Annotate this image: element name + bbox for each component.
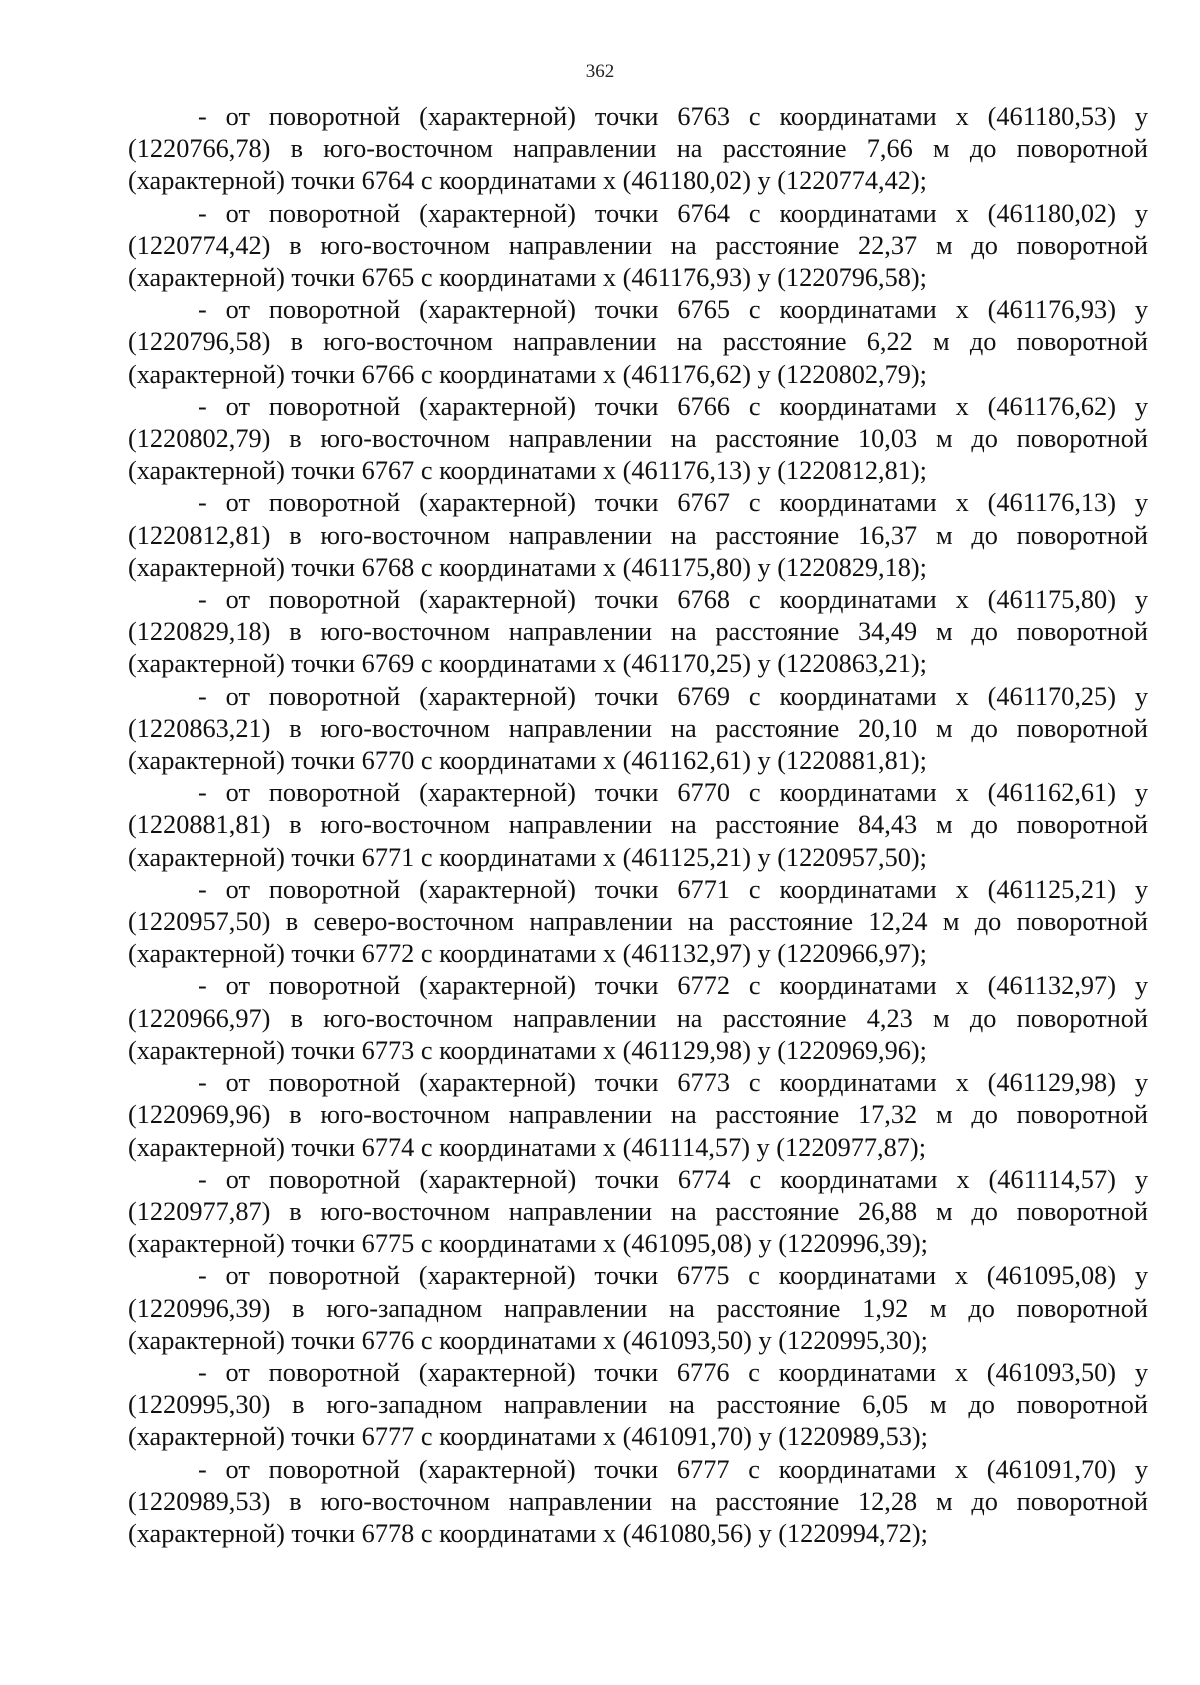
page-number: 362 [585,61,615,82]
boundary-paragraph: - от поворотной (характерной) точки 6773 с координатами x (461129,98) y (1220969,96) в юго-восточном направлении на расстояние 17,32 м до поворотной (характерной) точки 6774 с координатами x (461114,57) y (1220977,87); [128,1068,1148,1162]
boundary-paragraph: - от поворотной (характерной) точки 6771 с координатами x (461125,21) y (1220957,50) в северо-восточном направлении на расстояние 12,24 м до поворотной (характерной) точки 6772 с координатами x (461132,97) y (1220966,97); [128,874,1148,969]
boundary-paragraph: - от поворотной (характерной) точки 6777 с координатами x (461091,70) y (1220989,53) в юго-восточном направлении на расстояние 12,28 м до поворотной (характерной) точки 6778 с координатами x (461080,56) y (1220994,72); [128,1454,1148,1548]
boundary-paragraph: - от поворотной (характерной) точки 6765 с координатами x (461176,93) y (1220796,58) в юго-восточном направлении на расстояние 6,22 м до поворотной (характерной) точки 6766 с координатами x (461176,62) y (1220802,79); [128,295,1148,389]
boundary-paragraph: - от поворотной (характерной) точки 6772 с координатами x (461132,97) y (1220966,97) в юго-восточном направлении на расстояние 4,23 м до поворотной (характерной) точки 6773 с координатами x (461129,98) y (1220969,96); [128,971,1148,1065]
boundary-paragraph: - от поворотной (характерной) точки 6767 с координатами x (461176,13) y (1220812,81) в юго-восточном направлении на расстояние 16,37 м до поворотной (характерной) точки 6768 с координатами x (461175,80) y (1220829,18); [128,488,1148,582]
boundary-paragraph: - от поворотной (характерной) точки 6775 с координатами x (461095,08) y (1220996,39) в юго-западном направлении на расстояние 1,92 м до поворотной (характерной) точки 6776 с координатами x (461093,50) y (1220995,30); [128,1261,1148,1355]
boundary-paragraph: - от поворотной (характерной) точки 6766 с координатами x (461176,62) y (1220802,79) в юго-восточном направлении на расстояние 10,03 м до поворотной (характерной) точки 6767 с координатами x (461176,13) y (1220812,81); [128,391,1148,486]
boundary-paragraph: - от поворотной (характерной) точки 6763 с координатами x (461180,53) y (1220766,78) в юго-восточном направлении на расстояние 7,66 м до поворотной (характерной) точки 6764 с координатами x (461180,02) y (1220774,42); [128,102,1148,196]
boundary-paragraph: - от поворотной (характерной) точки 6768 с координатами x (461175,80) y (1220829,18) в юго-восточном направлении на расстояние 34,49 м до поворотной (характерной) точки 6769 с координатами x (461170,25) y (1220863,21); [128,585,1148,679]
boundary-paragraph: - от поворотной (характерной) точки 6770 с координатами x (461162,61) y (1220881,81) в юго-восточном направлении на расстояние 84,43 м до поворотной (характерной) точки 6771 с координатами x (461125,21) y (1220957,50); [128,778,1148,872]
boundary-paragraph: - от поворотной (характерной) точки 6774 с координатами x (461114,57) y (1220977,87) в юго-восточном направлении на расстояние 26,88 м до поворотной (характерной) точки 6775 с координатами x (461095,08) y (1220996,39); [128,1164,1148,1259]
document-body [128,101,1148,1550]
boundary-paragraph: - от поворотной (характерной) точки 6776 с координатами x (461093,50) y (1220995,30) в юго-западном направлении на расстояние 6,05 м до поворотной (характерной) точки 6777 с координатами x (461091,70) y (1220989,53); [128,1357,1148,1452]
boundary-paragraph: - от поворотной (характерной) точки 6764 с координатами x (461180,02) y (1220774,42) в юго-восточном направлении на расстояние 22,37 м до поворотной (характерной) точки 6765 с координатами x (461176,93) y (1220796,58); [128,198,1148,293]
boundary-paragraph: - от поворотной (характерной) точки 6769 с координатами x (461170,25) y (1220863,21) в юго-восточном направлении на расстояние 20,10 м до поворотной (характерной) точки 6770 с координатами x (461162,61) y (1220881,81); [128,681,1148,776]
